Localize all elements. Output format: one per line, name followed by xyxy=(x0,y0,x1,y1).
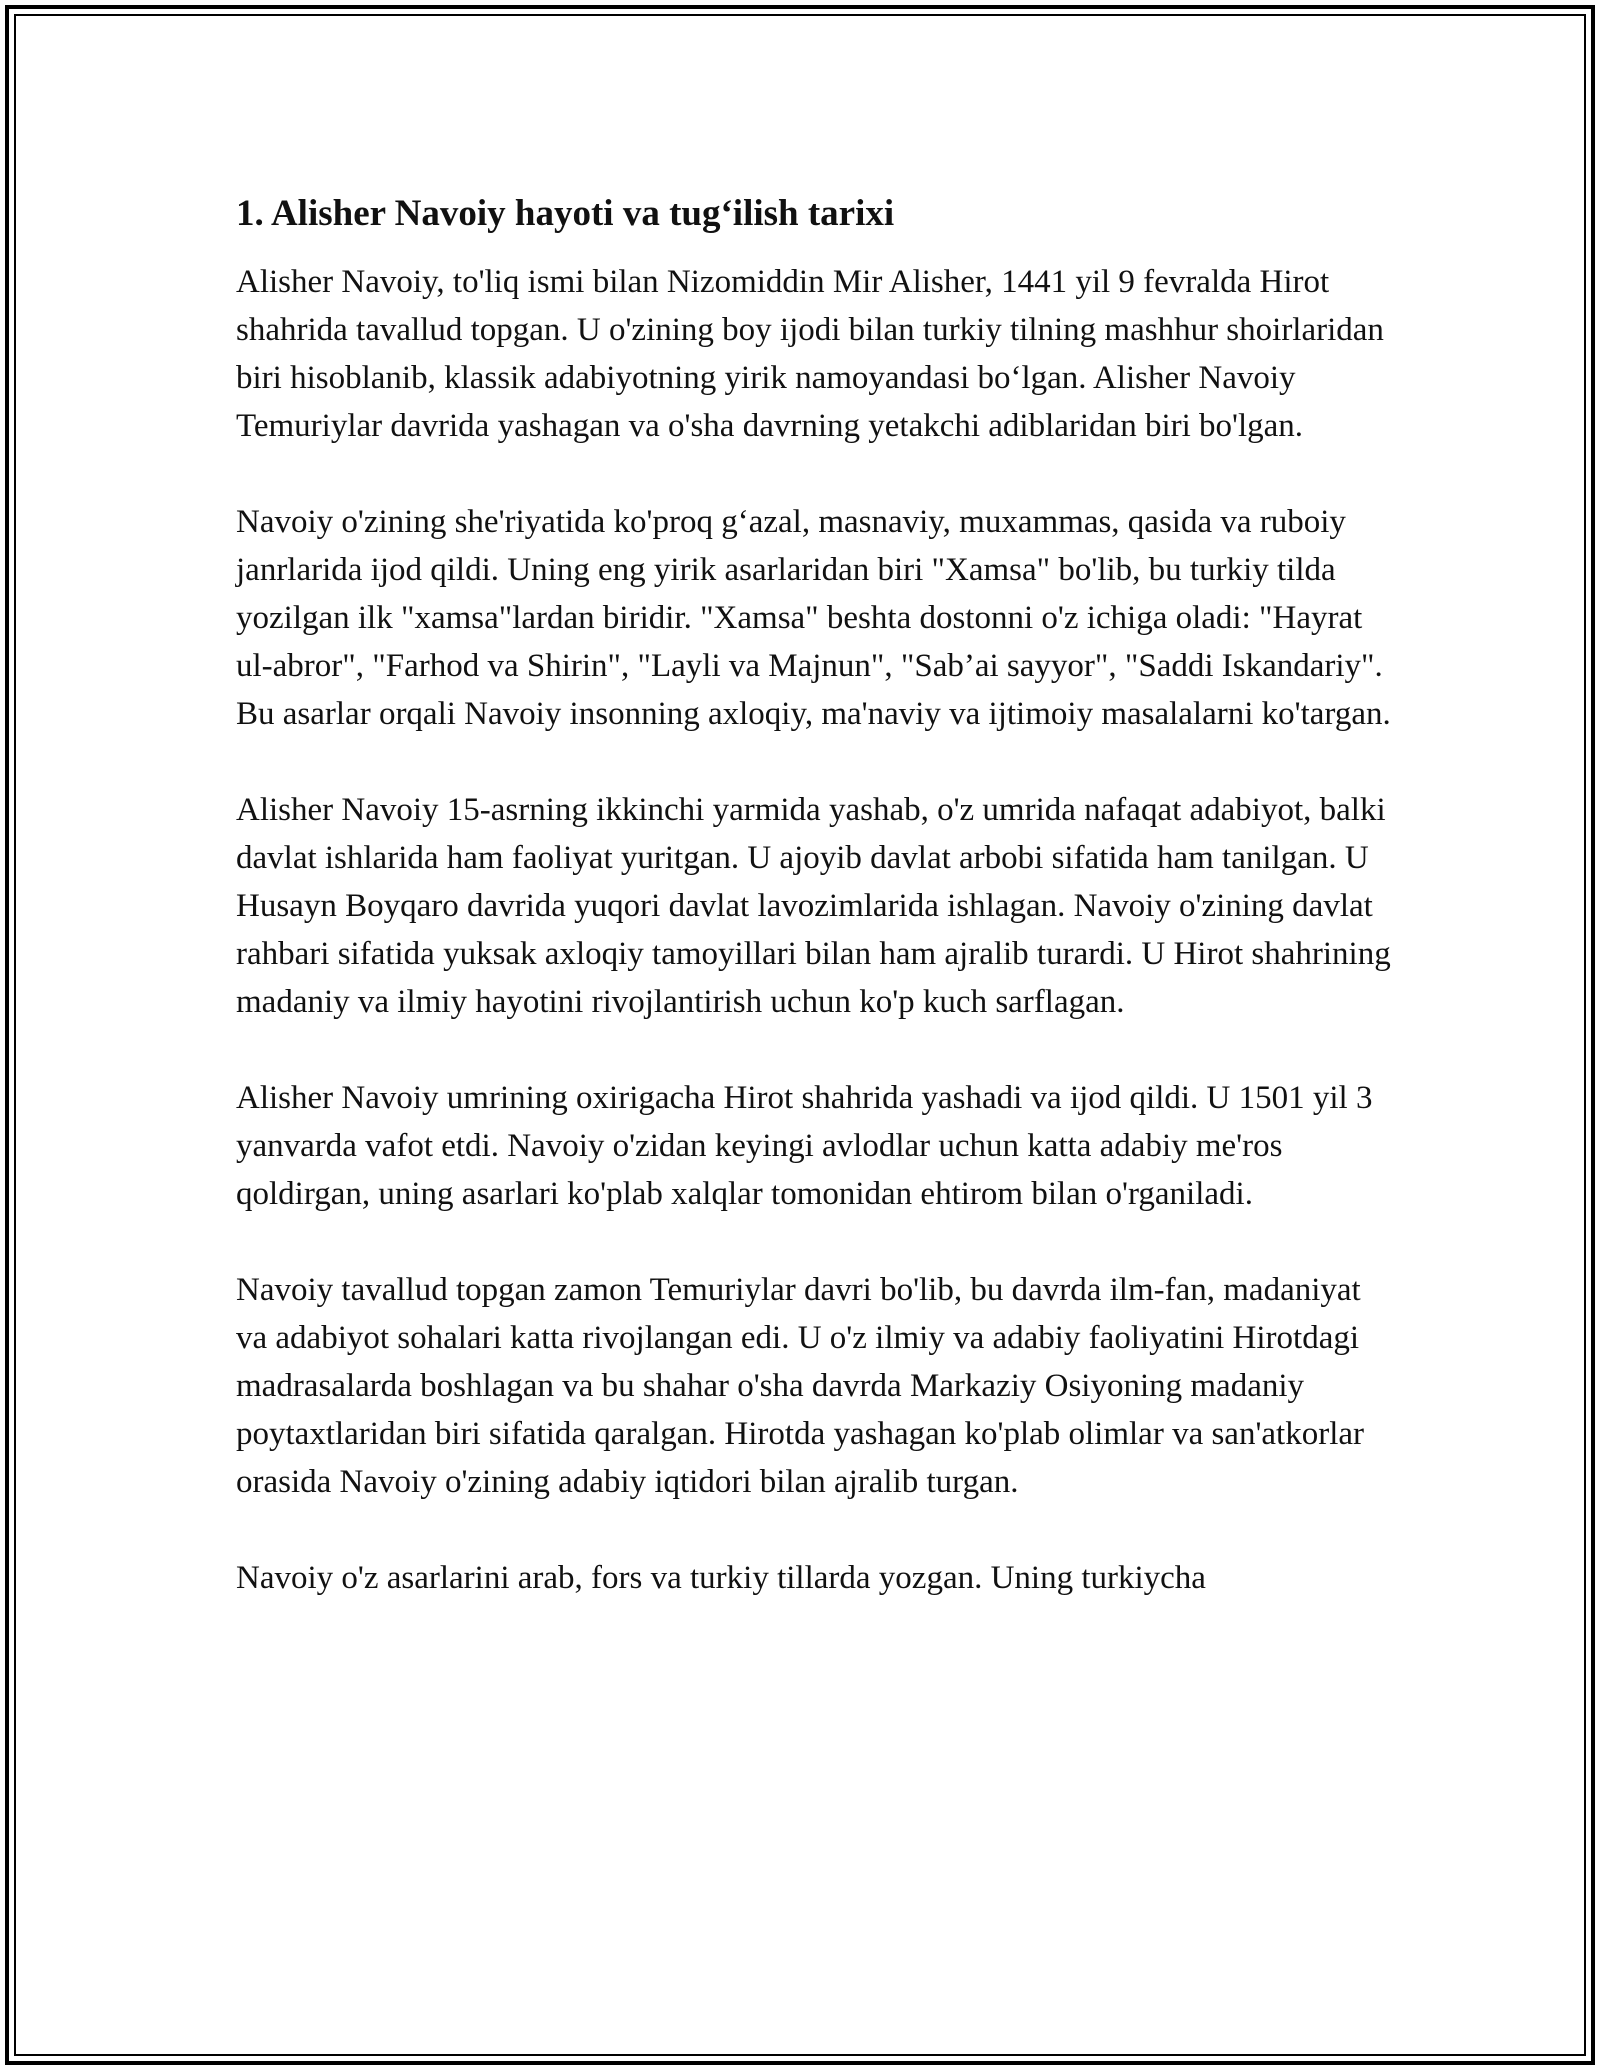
paragraph-3: Alisher Navoiy 15-asrning ikkinchi yarmida yashab, o'z umrida nafaqat adabiyot, balki davlat ishlarida ham faoliyat yuritgan. U ajoyib davlat arbobi sifatida ham tanilgan. U Husayn Boyqaro davrida yuqori davlat lavozimlarida ishlagan. Navoiy o'zining davlat rahbari sifatida yuksak axloqiy tamoyillari bilan ham ajralib turardi. U Hirot shahrining madaniy va ilmiy hayotini rivojlantirish uchun ko'p kuch sarflagan. xyxy=(236,792,1391,1020)
paragraph-2: Navoiy o'zining she'riyatida ko'proq g‘azal, masnaviy, muxammas, qasida va ruboiy janrlarida ijod qildi. Uning eng yirik asarlaridan biri "Xamsa" bo'lib, bu turkiy tilda yozilgan ilk "xamsa"lardan biridir. "Xamsa" beshta dostonni o'z ichiga oladi: "Hayrat ul-abror", "Farhod va Shirin", "Layli va Majnun", "Sab’ai sayyor", "Saddi Iskandariy". Bu asarlar orqali Navoiy insonning axloqiy, ma'naviy va ijtimoiy masalalarni ko'targan. xyxy=(236,504,1391,732)
paragraph-1: Alisher Navoiy, to'liq ismi bilan Nizomiddin Mir Alisher, 1441 yil 9 fevralda Hirot shahrida tavallud topgan. U o'zining boy ijodi bilan turkiy tilning mashhur shoirlaridan biri hisoblanib, klassik adabiyotning yirik namoyandasi bo‘lgan. Alisher Navoiy Temuriylar davrida yashagan va o'sha davrning yetakchi adiblaridan biri bo'lgan. xyxy=(236,264,1384,444)
paragraph-6: Navoiy o'z asarlarini arab, fors va turkiy tillarda yozgan. Uning turkiycha xyxy=(236,1560,1206,1596)
section-heading: 1. Alisher Navoiy hayoti va tug‘ilish tarixi xyxy=(236,193,895,234)
document-body xyxy=(236,186,1396,1650)
paragraph-5: Navoiy tavallud topgan zamon Temuriylar davri bo'lib, bu davrda ilm-fan, madaniyat va adabiyot sohalari katta rivojlangan edi. U o'z ilmiy va adabiy faoliyatini Hirotdagi madrasalarda boshlagan va bu shahar o'sha davrda Markaziy Osiyoning madaniy poytaxtlaridan biri sifatida qaralgan. Hirotda yashagan ko'plab olimlar va san'atkorlar orasida Navoiy o'zining adabiy iqtidori bilan ajralib turgan. xyxy=(236,1272,1365,1500)
paragraph-4: Alisher Navoiy umrining oxirigacha Hirot shahrida yashadi va ijod qildi. U 1501 yil 3 yanvarda vafot etdi. Navoiy o'zidan keyingi avlodlar uchun katta adabiy me'ros qoldirgan, uning asarlari ko'plab xalqlar tomonidan ehtirom bilan o'rganiladi. xyxy=(236,1080,1373,1212)
